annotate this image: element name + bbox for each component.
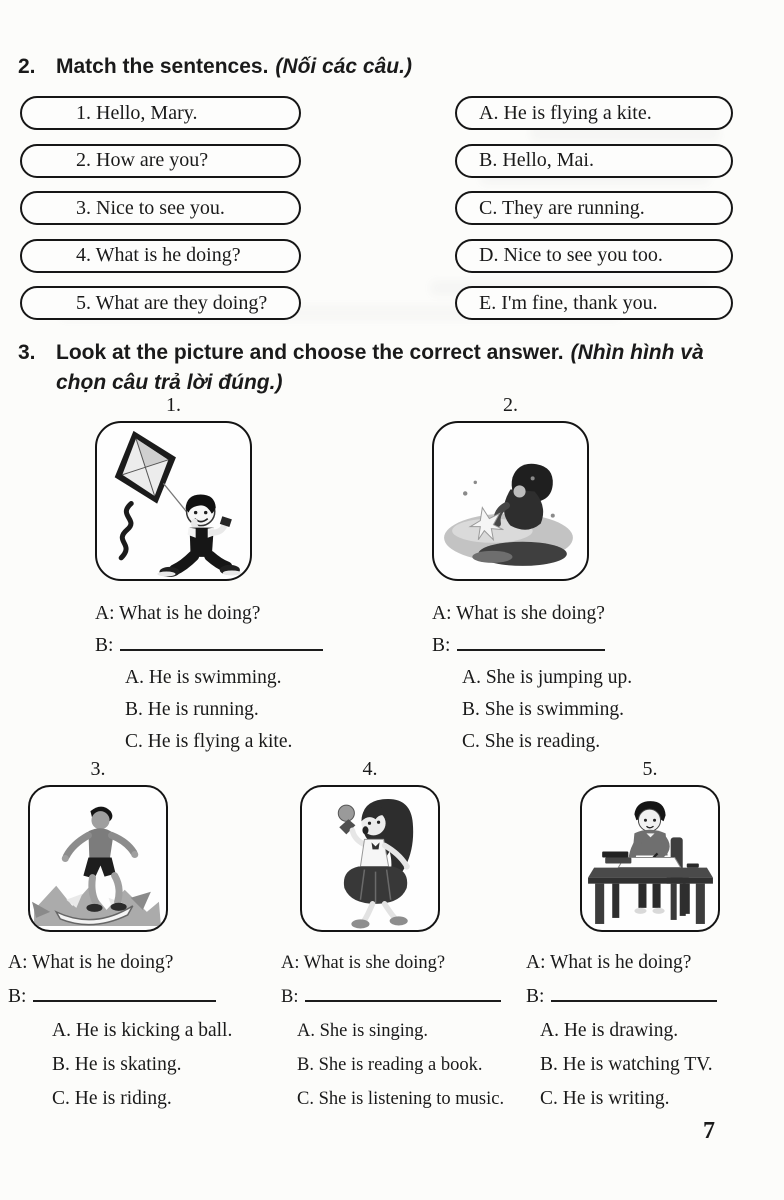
match-pill-left-5 xyxy=(20,286,301,320)
match-pill-text: 1. Hello, Mary. xyxy=(76,101,198,124)
girl-singing-illustration xyxy=(302,787,438,930)
exercise3-item-2 xyxy=(432,394,744,758)
qa-block-5 xyxy=(526,946,780,1116)
answer-label: B: xyxy=(526,986,545,1007)
exercise3-title-vietnamese: (Nhìn hình và chọn câu trả lời đúng.) xyxy=(56,341,704,394)
exercise3-title: Look at the picture and choose the correct answer. xyxy=(56,341,564,364)
exercise3-item-4 xyxy=(281,758,543,1116)
picture-number-4: 4. xyxy=(362,758,378,780)
match-pill-text: E. I'm fine, thank you. xyxy=(479,291,658,314)
match-pill-left-2 xyxy=(20,144,301,178)
picture-box-1 xyxy=(95,421,252,581)
boy-flying-kite-illustration xyxy=(97,423,250,579)
picture-number-3: 3. xyxy=(90,758,106,780)
answer-blank xyxy=(551,987,717,1002)
match-pill-text: D. Nice to see you too. xyxy=(479,244,663,266)
picture-number-2: 2. xyxy=(503,394,518,416)
picture-box-2 xyxy=(432,421,589,581)
match-pill-text: 2. How are you? xyxy=(76,149,209,171)
page-number: 7 xyxy=(703,1118,715,1144)
question-line: A: What is he doing? xyxy=(526,952,692,973)
option-b: B. She is swimming. xyxy=(462,699,624,720)
option-a: A. She is jumping up. xyxy=(462,667,633,688)
match-pill-text: 5. What are they doing? xyxy=(76,291,268,314)
match-pill-text: C. They are running. xyxy=(479,196,645,219)
exercise2-title-vietnamese: (Nối các câu.) xyxy=(275,55,412,78)
answer-line xyxy=(95,630,407,662)
question-line: A: What is he doing? xyxy=(95,603,261,624)
option-c: C. He is flying a kite. xyxy=(125,731,293,752)
exercise3-heading xyxy=(18,338,748,398)
match-pill-right-a xyxy=(455,96,733,130)
option-a: A. He is drawing. xyxy=(540,1020,679,1041)
options-list xyxy=(8,1014,278,1116)
option-c: C. He is writing. xyxy=(540,1088,670,1109)
options-list xyxy=(281,1014,543,1116)
options-list xyxy=(432,662,744,758)
options-list xyxy=(526,1014,780,1116)
picture-box-5 xyxy=(580,785,720,932)
match-pill-right-c xyxy=(455,191,733,225)
answer-blank xyxy=(457,636,605,651)
match-pill-text: B. Hello, Mai. xyxy=(479,149,594,171)
picture-box-4 xyxy=(300,785,440,932)
answer-blank xyxy=(120,636,323,651)
match-right-column xyxy=(455,96,733,334)
exercise2-heading xyxy=(18,52,758,82)
man-surfing-illustration xyxy=(30,787,166,930)
answer-label: B: xyxy=(281,987,299,1007)
exercise3-item-5 xyxy=(526,758,780,1116)
option-c: C. He is riding. xyxy=(52,1088,172,1109)
answer-label: B: xyxy=(8,986,27,1007)
answer-blank xyxy=(305,987,501,1002)
option-b: B. He is watching TV. xyxy=(540,1054,713,1075)
match-pill-text: A. He is flying a kite. xyxy=(479,101,652,124)
picture-number-5: 5. xyxy=(642,758,658,780)
girl-swimming-illustration xyxy=(434,423,587,579)
option-a: A. He is swimming. xyxy=(125,667,282,688)
qa-block-1 xyxy=(95,598,407,758)
qa-block-3 xyxy=(8,946,278,1116)
match-pill-right-e xyxy=(455,286,733,320)
exercise3-number: 3. xyxy=(18,341,36,364)
match-pill-right-d xyxy=(455,239,733,273)
option-b: B. She is reading a book. xyxy=(297,1055,483,1075)
qa-block-4 xyxy=(281,946,543,1116)
option-a: A. He is kicking a ball. xyxy=(52,1020,233,1041)
exercise3-title-wrap xyxy=(56,338,748,398)
exercise3-item-1 xyxy=(95,394,407,758)
picture-box-3 xyxy=(28,785,168,932)
exercise2-title: Match the sentences. xyxy=(56,55,269,78)
match-pill-right-b xyxy=(455,144,733,178)
answer-line xyxy=(8,980,278,1014)
exercise2-number: 2. xyxy=(18,55,36,78)
boy-writing-at-desk-illustration xyxy=(582,787,718,930)
option-a: A. She is singing. xyxy=(297,1021,429,1041)
match-pill-left-1 xyxy=(20,96,301,130)
exercise2-title-wrap xyxy=(56,52,412,82)
match-pill-left-3 xyxy=(20,191,301,225)
question-line: A: What is he doing? xyxy=(8,952,174,973)
picture-number-1: 1. xyxy=(166,394,181,416)
answer-line xyxy=(526,980,780,1014)
qa-block-2 xyxy=(432,598,744,758)
answer-line xyxy=(281,980,543,1014)
question-line: A: What is she doing? xyxy=(432,603,605,624)
answer-line xyxy=(432,630,744,662)
option-b: B. He is running. xyxy=(125,699,259,720)
match-pill-text: 3. Nice to see you. xyxy=(76,196,225,219)
option-c: C. She is reading. xyxy=(462,731,601,752)
exercise3-item-3 xyxy=(8,758,278,1116)
option-b: B. He is skating. xyxy=(52,1054,182,1075)
match-pill-text: 4. What is he doing? xyxy=(76,244,241,266)
question-line: A: What is she doing? xyxy=(281,953,446,973)
options-list xyxy=(95,662,407,758)
match-pill-left-4 xyxy=(20,239,301,273)
answer-label: B: xyxy=(95,635,114,656)
match-left-column xyxy=(20,96,301,334)
answer-blank xyxy=(33,987,216,1002)
answer-label: B: xyxy=(432,635,451,656)
option-c: C. She is listening to music. xyxy=(297,1089,505,1109)
